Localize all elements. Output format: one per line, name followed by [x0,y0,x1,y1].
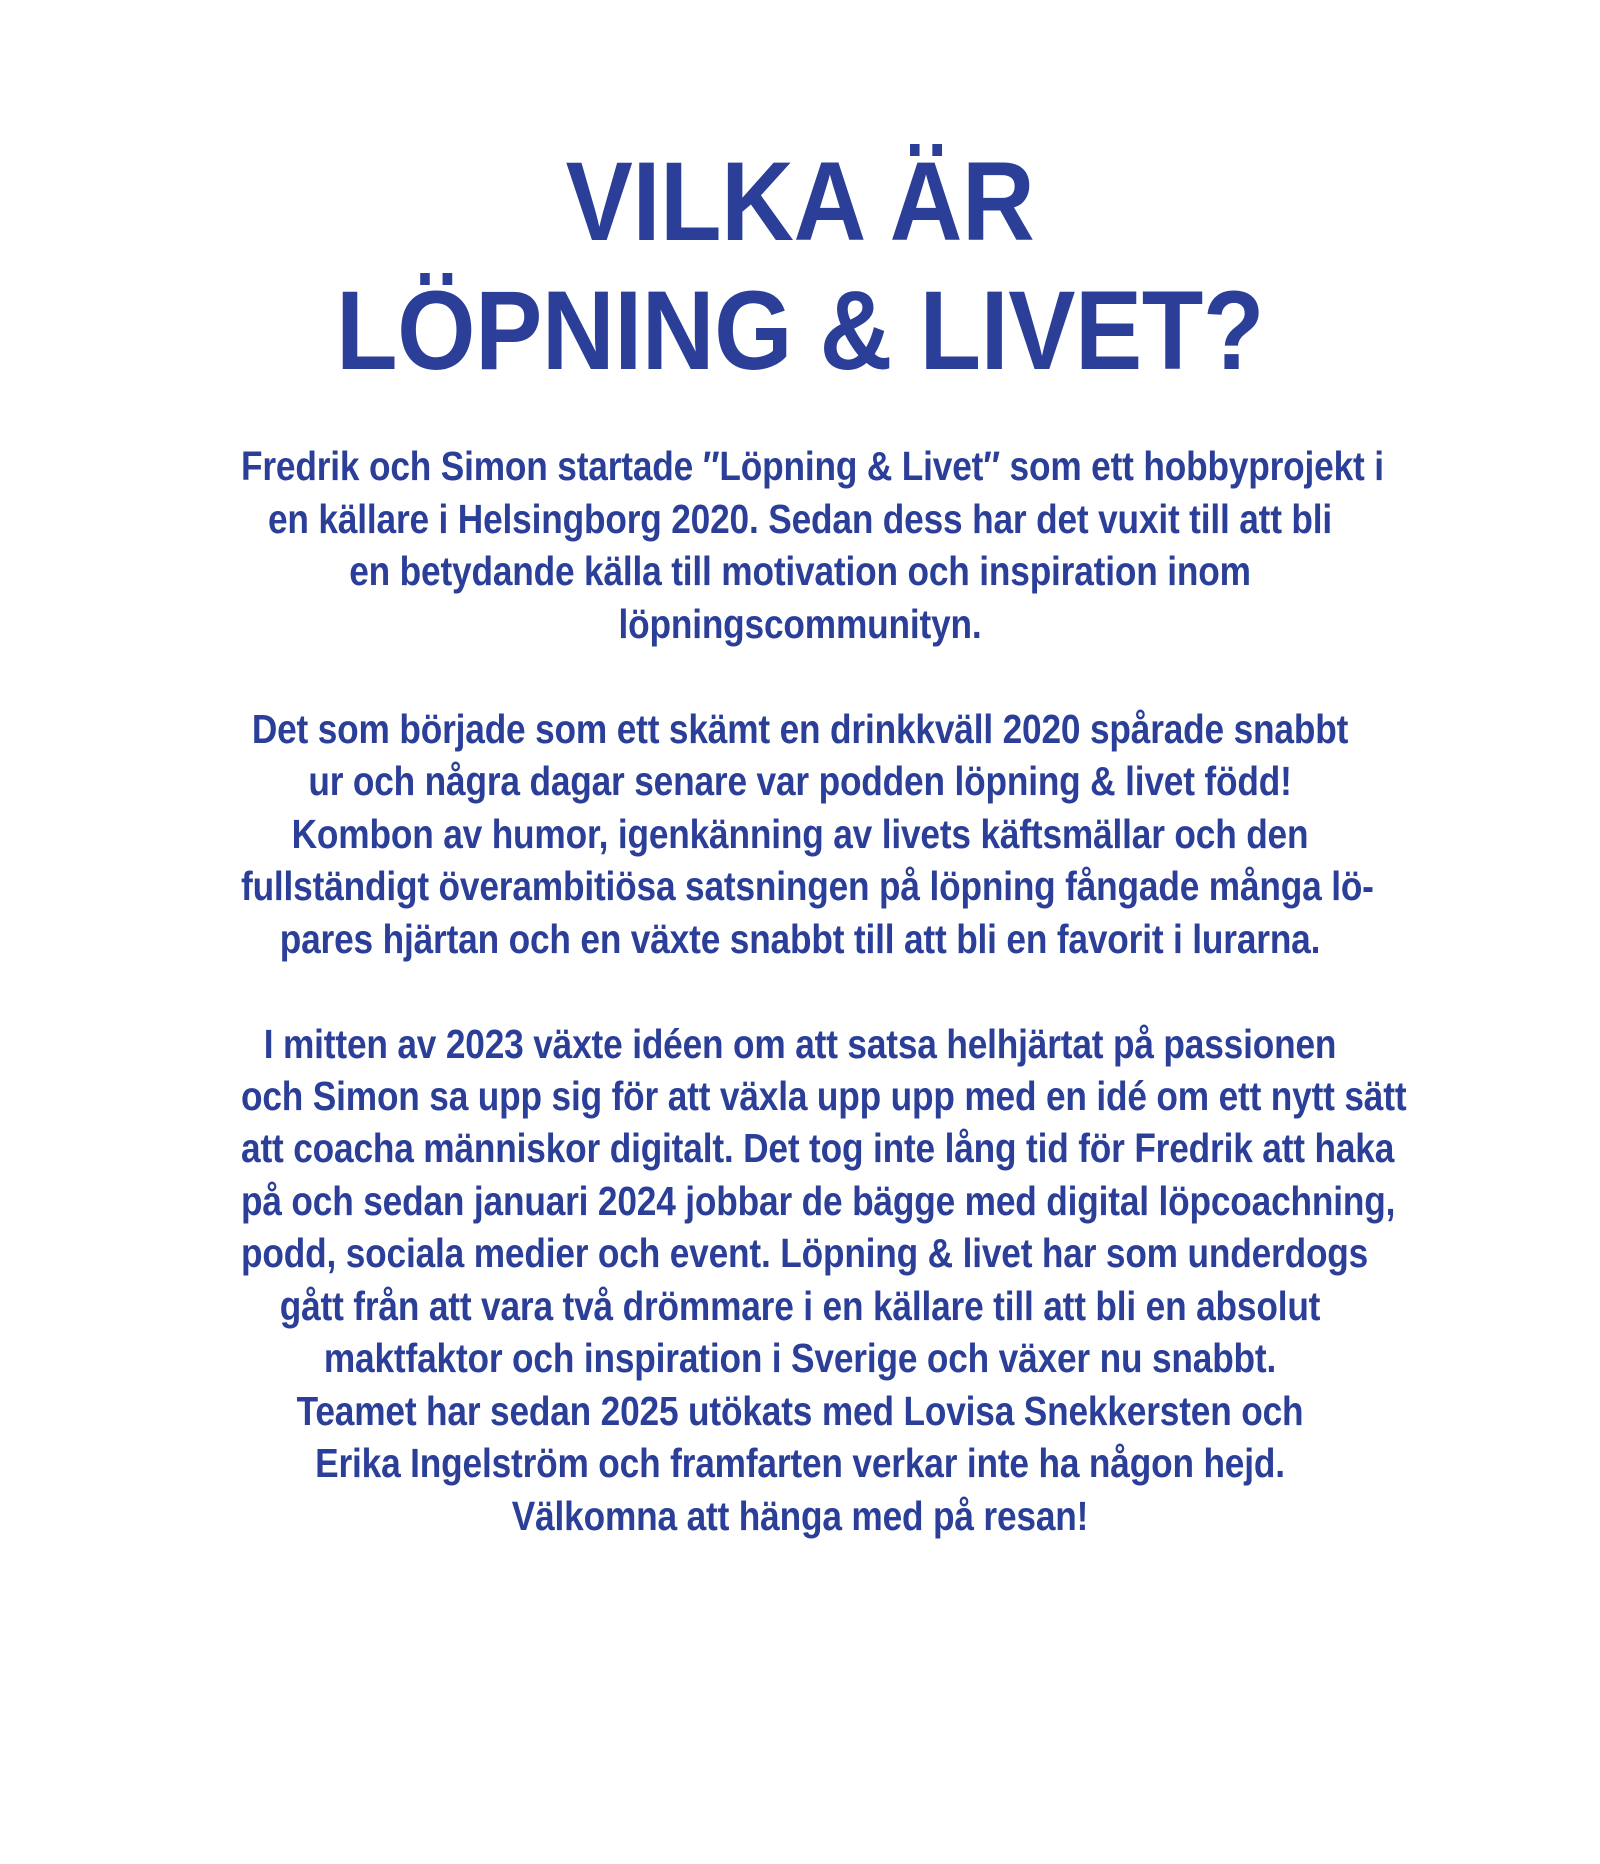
paragraph-line: en betydande källa till motivation och inspiration inom [349,548,1251,595]
paragraph-line: Välkomna att hänga med på resan! [511,1492,1089,1539]
paragraph-line: gått från att vara två drömmare i en källare till att bli en absolut [279,1282,1321,1329]
paragraph-line: Teamet har sedan 2025 utökats med Lovisa Snekkersten och [296,1387,1304,1434]
paragraph-line: på och sedan januari 2024 jobbar de bägge med digital löpcoachning, [241,1177,1396,1224]
page-title [197,140,1403,392]
paragraph-intro [241,440,1384,650]
paragraph-line: Erika Ingelström och framfarten verkar inte ha någon hejd. [315,1440,1285,1487]
paragraph-origin [241,703,1374,965]
paragraph-line: pares hjärtan och en växte snabbt till att bli en favorit i lurarna. [279,915,1321,962]
paragraph-line: Kombon av humor, igenkänning av livets käftsmällar och den [291,810,1309,857]
paragraph-today [241,1018,1407,1543]
paragraph-line: ur och några dagar senare var podden löpning & livet född! [308,758,1292,805]
paragraph-line: en källare i Helsingborg 2020. Sedan dess har det vuxit till att bli [267,495,1333,542]
about-body [241,440,1407,1542]
paragraph-line: löpningscommunityn. [618,600,982,647]
page-title-line-2: LÖPNING & LIVET? [335,268,1265,394]
paragraph-line: Fredrik och Simon startade ″Löpning & Livet″ som ett hobbyprojekt i [241,443,1384,490]
page-title-line-1: VILKA ÄR [565,139,1035,264]
paragraph-line: maktfaktor och inspiration i Sverige och växer nu snabbt. [323,1335,1277,1382]
paragraph-line: och Simon sa upp sig för att växla upp upp med en idé om ett nytt sätt [241,1073,1407,1119]
paragraph-line: podd, sociala medier och event. Löpning & livet har som underdogs [241,1230,1369,1277]
paragraph-line: att coacha människor digitalt. Det tog inte lång tid för Fredrik att haka [241,1125,1395,1172]
paragraph-line: I mitten av 2023 växte idéen om att satsa helhjärtat på passionen [263,1020,1337,1067]
paragraph-line: fullständigt överambitiösa satsningen på löpning fångade många lö- [241,863,1374,910]
paragraph-line: Det som började som ett skämt en drinkkväll 2020 spårade snabbt [251,705,1349,752]
